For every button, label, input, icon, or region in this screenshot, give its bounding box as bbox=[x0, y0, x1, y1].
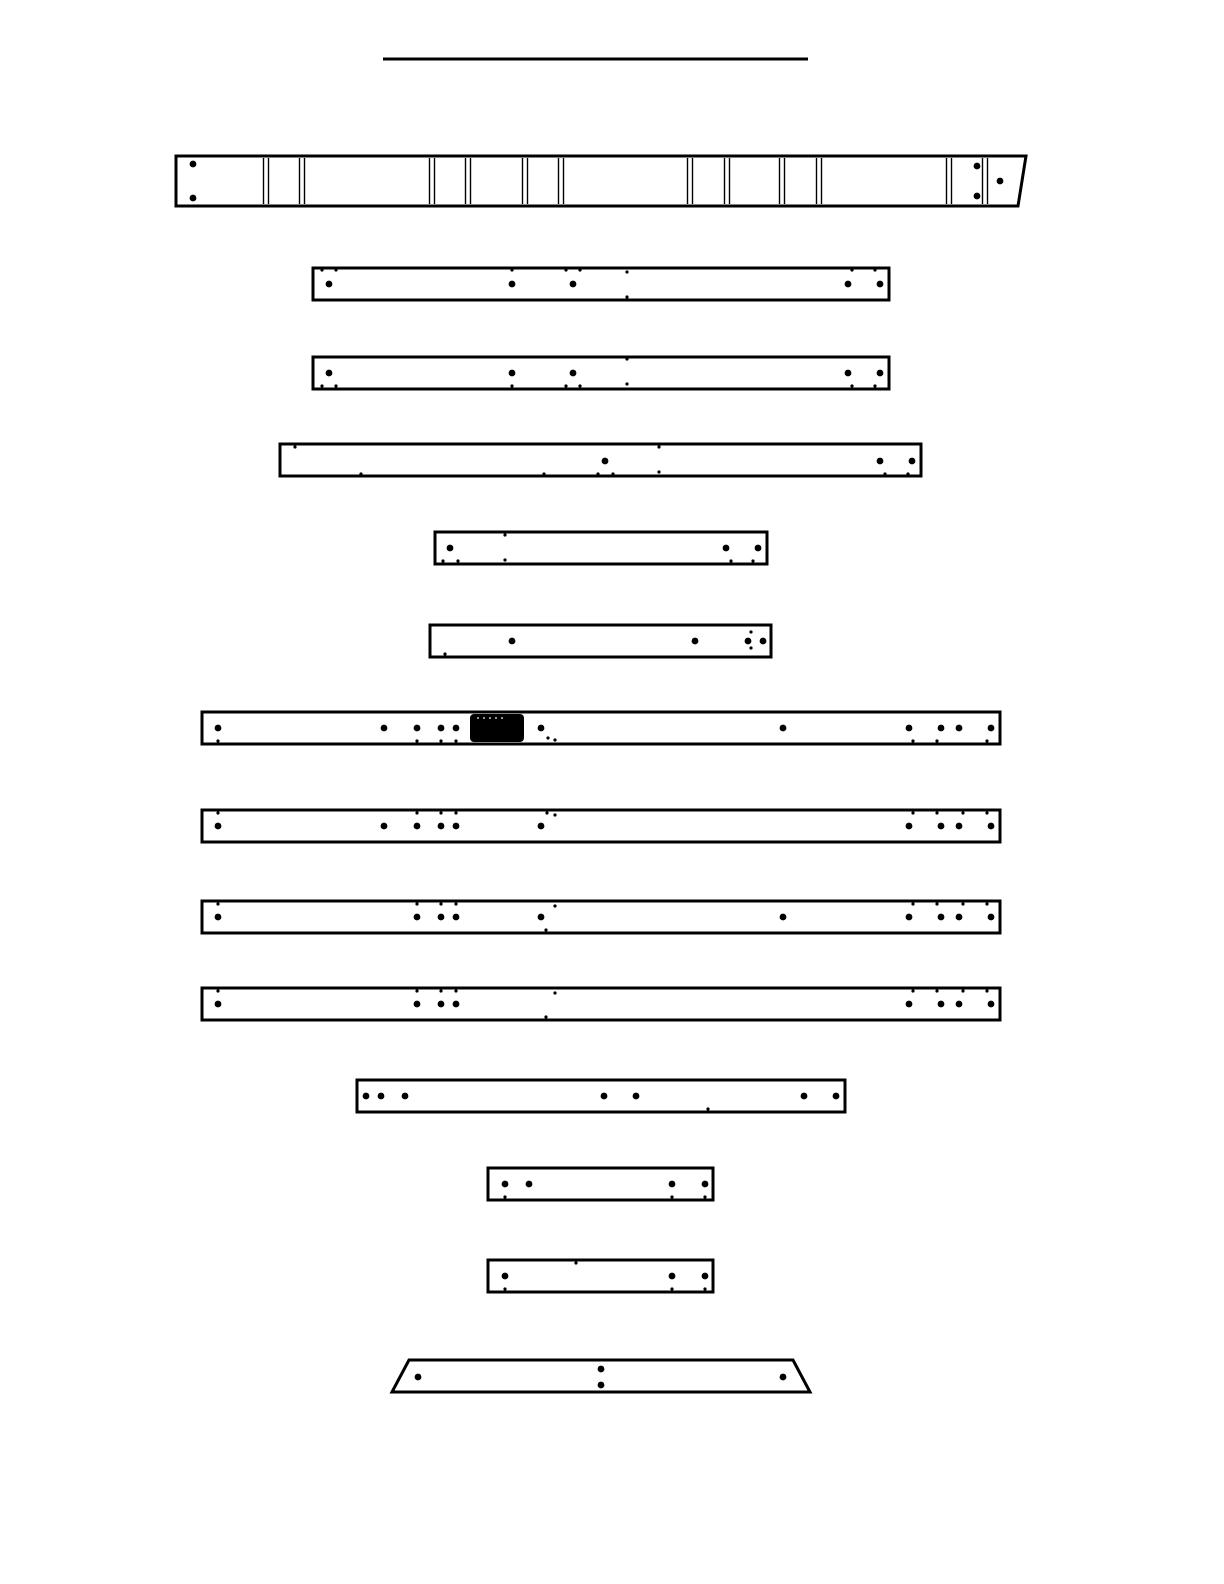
drill-hole bbox=[216, 989, 219, 992]
part-5 bbox=[435, 532, 767, 564]
drill-hole bbox=[381, 725, 388, 732]
drill-hole bbox=[749, 646, 752, 649]
drill-hole bbox=[601, 1093, 608, 1100]
drill-hole bbox=[745, 638, 752, 645]
drill-hole bbox=[574, 1261, 577, 1264]
drill-hole bbox=[935, 902, 938, 905]
drill-hole bbox=[502, 1181, 509, 1188]
drill-hole bbox=[670, 1195, 673, 1198]
drill-hole bbox=[956, 823, 963, 830]
part-3 bbox=[313, 357, 889, 389]
part-outline bbox=[488, 1260, 713, 1292]
drill-hole bbox=[598, 1382, 605, 1389]
drill-hole bbox=[414, 823, 421, 830]
drill-hole bbox=[553, 738, 556, 741]
part-outline bbox=[202, 988, 1000, 1020]
drill-hole bbox=[454, 989, 457, 992]
drill-hole bbox=[503, 533, 506, 536]
drill-hole bbox=[538, 914, 545, 921]
drill-hole bbox=[906, 823, 913, 830]
drill-hole bbox=[502, 1273, 509, 1280]
drill-hole bbox=[596, 472, 599, 475]
drill-hole bbox=[703, 1287, 706, 1290]
drill-hole bbox=[602, 458, 609, 465]
drill-hole bbox=[911, 989, 914, 992]
part-8 bbox=[202, 810, 1000, 842]
drill-hole bbox=[293, 445, 296, 448]
drill-hole bbox=[438, 1001, 445, 1008]
drill-hole bbox=[906, 914, 913, 921]
part-outline bbox=[313, 268, 889, 300]
drill-hole bbox=[415, 989, 418, 992]
drill-hole bbox=[702, 1181, 709, 1188]
drill-hole bbox=[414, 1001, 421, 1008]
drill-hole bbox=[938, 823, 945, 830]
drill-hole bbox=[723, 545, 730, 552]
drill-hole bbox=[570, 370, 577, 377]
part-outline bbox=[202, 810, 1000, 842]
drill-hole bbox=[749, 630, 752, 633]
drill-hole bbox=[503, 558, 506, 561]
drill-hole bbox=[956, 725, 963, 732]
drill-hole bbox=[985, 739, 988, 742]
part-outline bbox=[488, 1168, 713, 1200]
drill-hole bbox=[553, 813, 556, 816]
drill-hole bbox=[985, 902, 988, 905]
drill-hole bbox=[578, 384, 581, 387]
drill-hole bbox=[190, 161, 197, 168]
part-outline bbox=[202, 712, 1000, 744]
drill-hole bbox=[381, 823, 388, 830]
drill-hole bbox=[453, 823, 460, 830]
drill-hole bbox=[439, 811, 442, 814]
drill-hole bbox=[670, 1287, 673, 1290]
drill-hole bbox=[751, 559, 754, 562]
drill-hole bbox=[503, 1195, 506, 1198]
drill-hole bbox=[877, 281, 884, 288]
drill-hole bbox=[850, 268, 853, 271]
drill-hole bbox=[833, 1093, 840, 1100]
drill-hole bbox=[598, 1366, 605, 1373]
drill-hole bbox=[935, 811, 938, 814]
drill-hole bbox=[625, 295, 628, 298]
drill-hole bbox=[935, 739, 938, 742]
drill-hole bbox=[845, 281, 852, 288]
part-4 bbox=[280, 444, 921, 476]
drill-hole bbox=[438, 823, 445, 830]
drill-hole bbox=[997, 178, 1004, 185]
drill-hole bbox=[961, 902, 964, 905]
drill-hole bbox=[911, 811, 914, 814]
drill-hole bbox=[216, 902, 219, 905]
drill-hole bbox=[456, 559, 459, 562]
part-outline bbox=[313, 357, 889, 389]
drill-hole bbox=[415, 1374, 422, 1381]
part-13 bbox=[488, 1260, 713, 1292]
drill-hole bbox=[190, 195, 197, 202]
drill-hole bbox=[956, 914, 963, 921]
drill-hole bbox=[546, 736, 549, 739]
drill-hole bbox=[334, 384, 337, 387]
drill-hole bbox=[938, 914, 945, 921]
block-mark bbox=[501, 717, 503, 719]
drill-hole bbox=[447, 545, 454, 552]
drill-hole bbox=[439, 739, 442, 742]
drill-hole bbox=[692, 638, 699, 645]
drill-hole bbox=[633, 1093, 640, 1100]
drill-hole bbox=[414, 725, 421, 732]
drill-hole bbox=[215, 1001, 222, 1008]
drill-hole bbox=[988, 823, 995, 830]
drill-hole bbox=[906, 472, 909, 475]
drill-hole bbox=[216, 811, 219, 814]
drill-hole bbox=[415, 739, 418, 742]
drill-hole bbox=[215, 914, 222, 921]
drill-hole bbox=[625, 270, 628, 273]
drill-hole bbox=[439, 902, 442, 905]
drill-hole bbox=[611, 472, 614, 475]
drill-hole bbox=[545, 811, 548, 814]
drill-hole bbox=[956, 1001, 963, 1008]
drill-hole bbox=[438, 914, 445, 921]
drill-hole bbox=[553, 904, 556, 907]
drill-hole bbox=[911, 739, 914, 742]
part-outline bbox=[280, 444, 921, 476]
drill-hole bbox=[453, 1001, 460, 1008]
drill-hole bbox=[873, 384, 876, 387]
part-outline bbox=[435, 532, 767, 564]
drill-hole bbox=[883, 472, 886, 475]
drill-hole bbox=[877, 458, 884, 465]
part-outline bbox=[176, 156, 1026, 206]
drill-hole bbox=[454, 739, 457, 742]
drill-hole bbox=[326, 281, 333, 288]
drill-hole bbox=[938, 725, 945, 732]
drill-hole bbox=[215, 725, 222, 732]
drill-hole bbox=[441, 559, 444, 562]
drill-hole bbox=[988, 1001, 995, 1008]
drill-hole bbox=[974, 193, 981, 200]
part-14 bbox=[392, 1360, 810, 1392]
part-2 bbox=[313, 268, 889, 300]
drill-hole bbox=[443, 652, 446, 655]
drill-hole bbox=[906, 725, 913, 732]
drill-hole bbox=[625, 382, 628, 385]
drill-hole bbox=[363, 1093, 370, 1100]
drill-hole bbox=[988, 725, 995, 732]
drill-hole bbox=[780, 725, 787, 732]
drill-hole bbox=[845, 370, 852, 377]
drill-hole bbox=[669, 1181, 676, 1188]
drill-hole bbox=[961, 989, 964, 992]
drill-hole bbox=[873, 268, 876, 271]
drill-hole bbox=[974, 163, 981, 170]
drill-hole bbox=[988, 914, 995, 921]
block-mark bbox=[489, 717, 491, 719]
part-9 bbox=[202, 901, 1000, 933]
drill-hole bbox=[510, 384, 513, 387]
drill-hole bbox=[378, 1093, 385, 1100]
drill-hole bbox=[961, 811, 964, 814]
part-12 bbox=[488, 1168, 713, 1200]
drill-hole bbox=[702, 1273, 709, 1280]
drill-hole bbox=[578, 268, 581, 271]
block-mark bbox=[495, 717, 497, 719]
part-11 bbox=[357, 1080, 845, 1112]
drill-hole bbox=[935, 989, 938, 992]
part-10 bbox=[202, 988, 1000, 1020]
drill-hole bbox=[453, 914, 460, 921]
drill-hole bbox=[706, 1107, 709, 1110]
block-mark bbox=[477, 717, 479, 719]
drill-hole bbox=[326, 370, 333, 377]
part-1 bbox=[176, 156, 1026, 206]
drill-hole bbox=[570, 281, 577, 288]
drill-hole bbox=[877, 370, 884, 377]
drill-hole bbox=[215, 823, 222, 830]
drill-hole bbox=[729, 559, 732, 562]
drill-hole bbox=[415, 902, 418, 905]
drill-hole bbox=[544, 928, 547, 931]
drill-hole bbox=[320, 384, 323, 387]
drill-hole bbox=[509, 281, 516, 288]
drill-hole bbox=[503, 1287, 506, 1290]
drill-hole bbox=[510, 268, 513, 271]
drill-hole bbox=[911, 902, 914, 905]
drill-hole bbox=[402, 1093, 409, 1100]
drill-hole bbox=[359, 472, 362, 475]
drill-hole bbox=[439, 989, 442, 992]
drill-hole bbox=[625, 357, 628, 360]
drill-hole bbox=[553, 991, 556, 994]
drill-hole bbox=[657, 470, 660, 473]
drill-hole bbox=[669, 1273, 676, 1280]
drill-hole bbox=[985, 811, 988, 814]
drill-hole bbox=[538, 823, 545, 830]
drill-hole bbox=[509, 638, 516, 645]
drill-hole bbox=[542, 472, 545, 475]
drill-hole bbox=[320, 268, 323, 271]
drill-hole bbox=[938, 1001, 945, 1008]
drill-hole bbox=[780, 914, 787, 921]
drill-hole bbox=[216, 739, 219, 742]
drill-hole bbox=[334, 268, 337, 271]
part-7 bbox=[202, 712, 1000, 744]
part-outline bbox=[430, 625, 771, 657]
drill-hole bbox=[703, 1195, 706, 1198]
drill-hole bbox=[564, 268, 567, 271]
drill-hole bbox=[509, 370, 516, 377]
drill-hole bbox=[538, 725, 545, 732]
drill-hole bbox=[850, 384, 853, 387]
drill-hole bbox=[564, 384, 567, 387]
drill-hole bbox=[657, 445, 660, 448]
drill-hole bbox=[755, 545, 762, 552]
drill-hole bbox=[454, 811, 457, 814]
drill-hole bbox=[438, 725, 445, 732]
drill-hole bbox=[760, 638, 767, 645]
drill-hole bbox=[909, 458, 916, 465]
part-outline bbox=[202, 901, 1000, 933]
drill-hole bbox=[780, 1374, 787, 1381]
drill-hole bbox=[985, 989, 988, 992]
drill-hole bbox=[454, 902, 457, 905]
drill-hole bbox=[414, 914, 421, 921]
block-mark bbox=[483, 717, 485, 719]
drill-hole bbox=[544, 1015, 547, 1018]
drill-hole bbox=[415, 811, 418, 814]
drill-hole bbox=[453, 725, 460, 732]
drill-hole bbox=[906, 1001, 913, 1008]
drill-hole bbox=[526, 1181, 533, 1188]
part-6 bbox=[430, 625, 771, 657]
drill-hole bbox=[801, 1093, 808, 1100]
